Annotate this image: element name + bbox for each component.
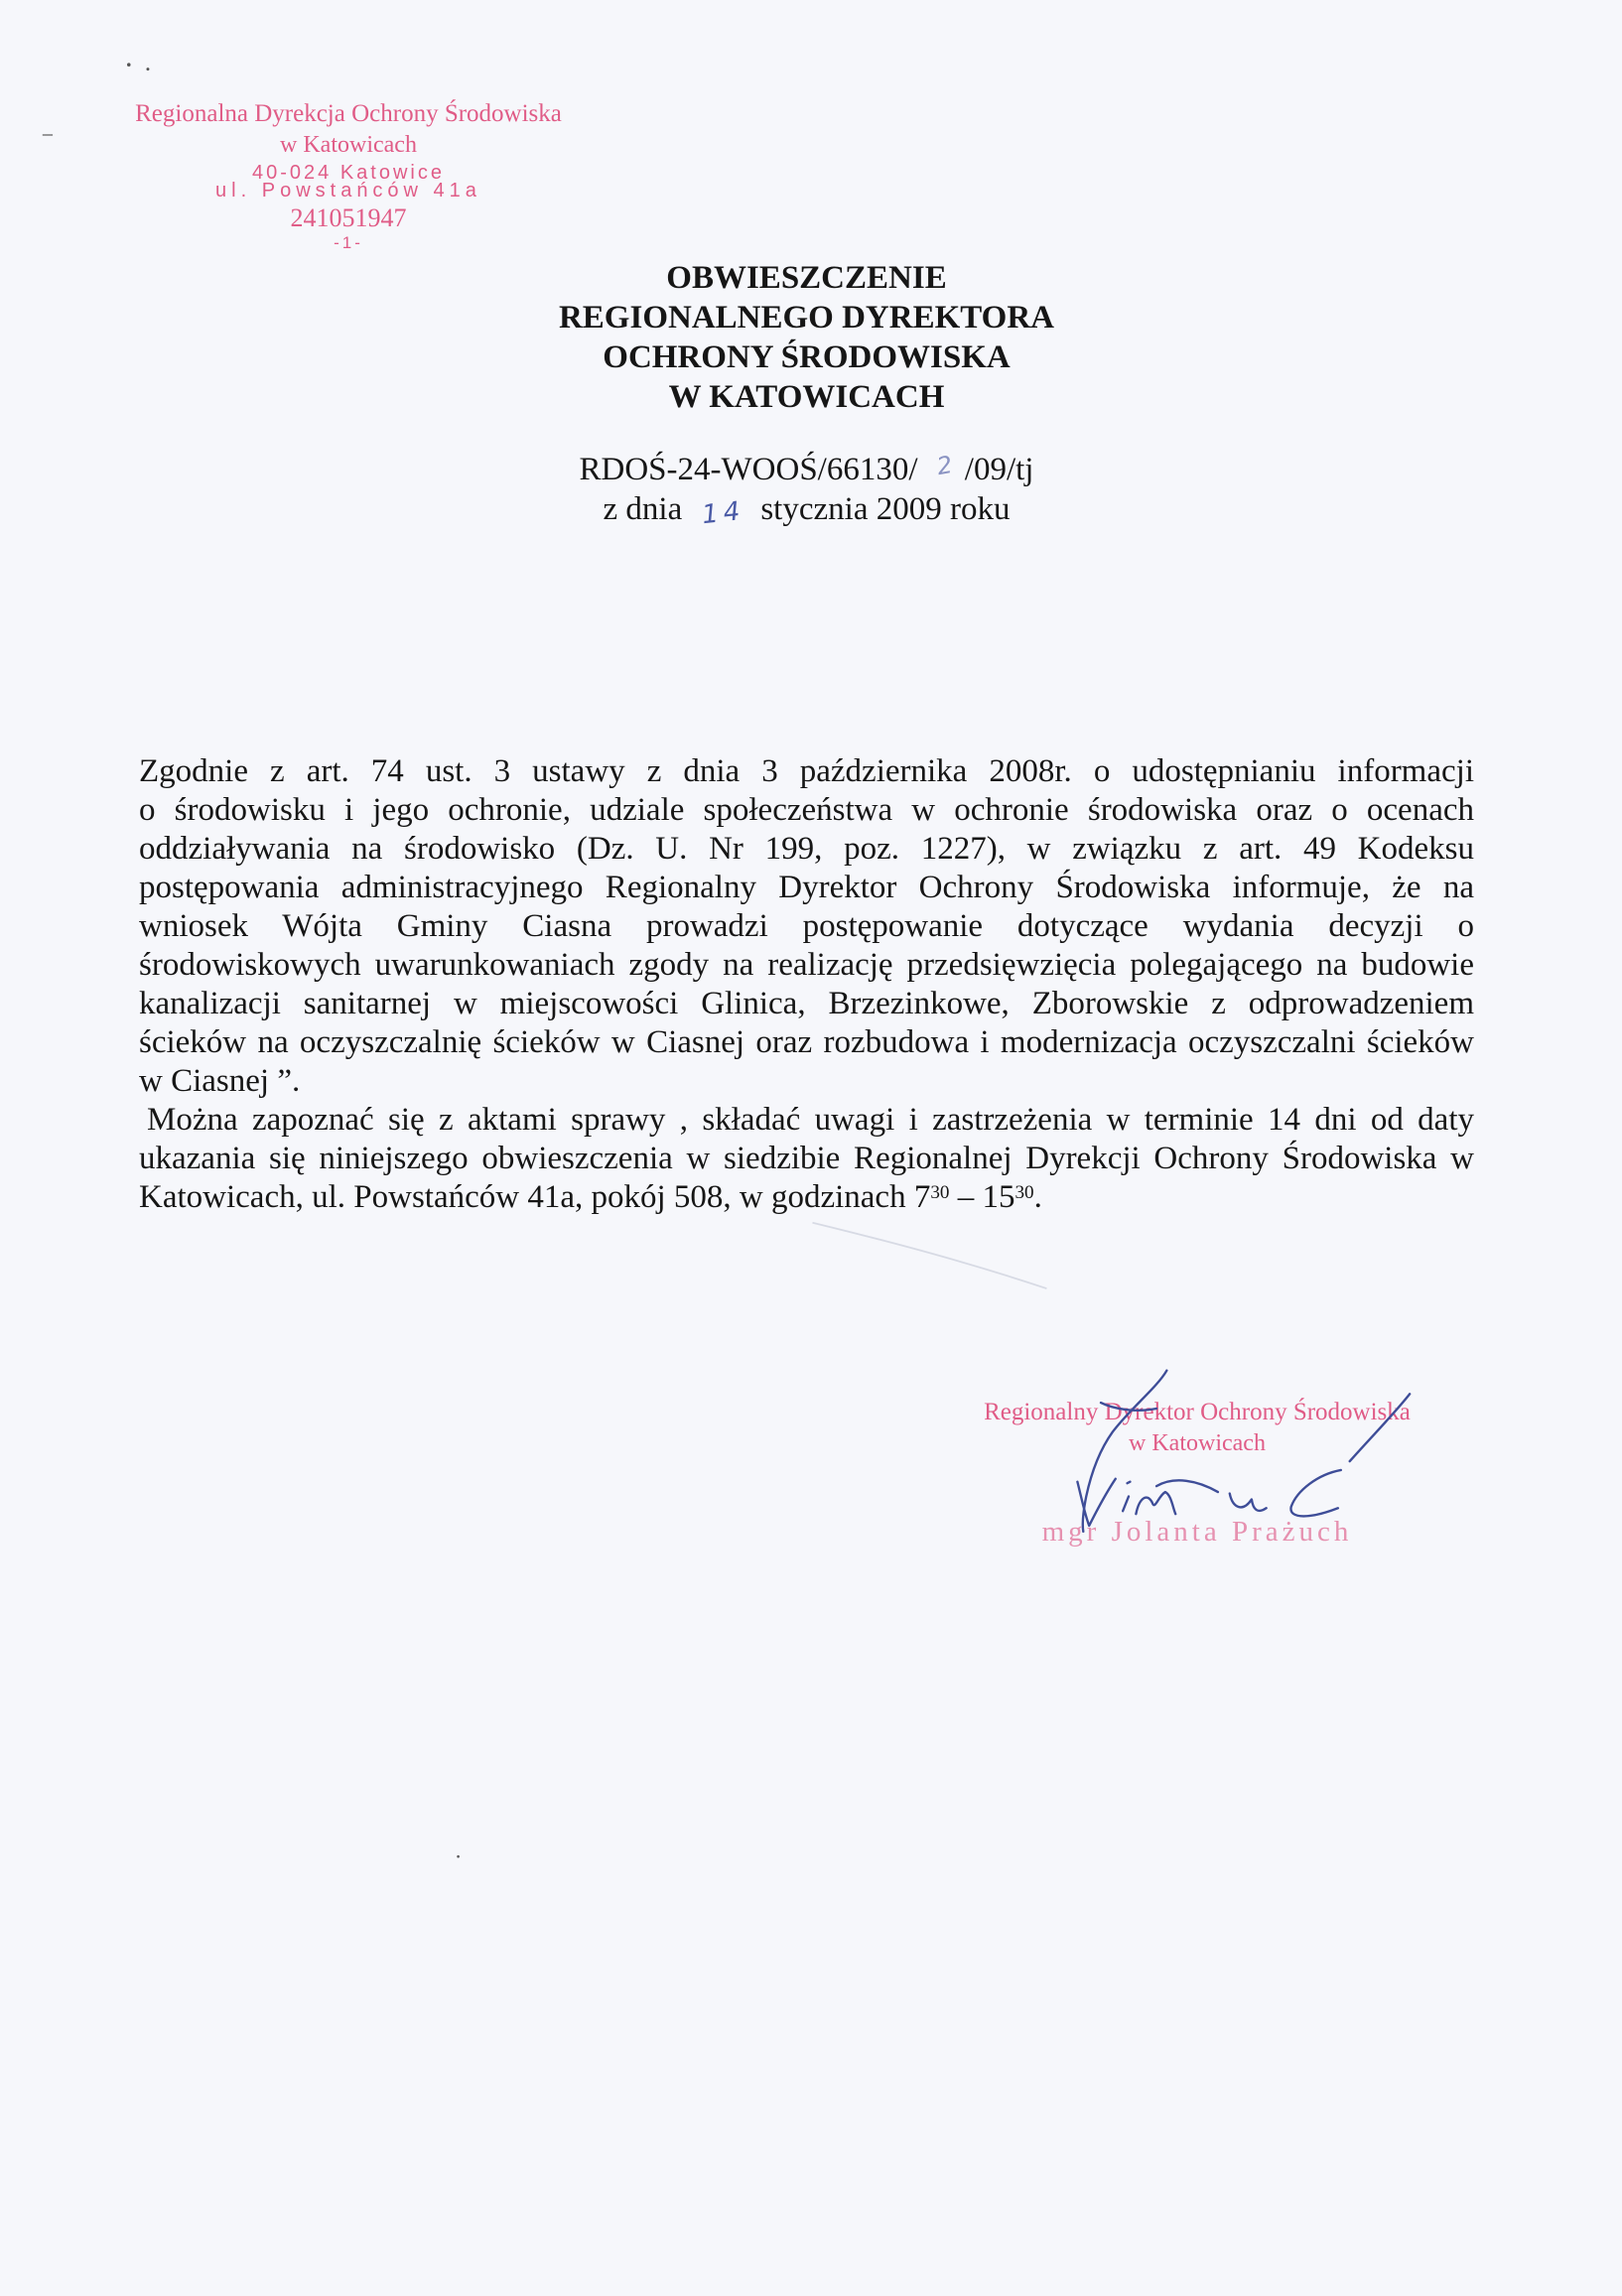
paper-crease bbox=[812, 1223, 1046, 1288]
scan-speck bbox=[457, 1855, 460, 1858]
signature-stroke bbox=[1350, 1394, 1410, 1461]
paragraph bbox=[139, 1101, 1474, 1217]
signature-stamp-city: w Katowicach bbox=[1129, 1430, 1266, 1456]
hours-from: 7 bbox=[913, 1179, 931, 1215]
signature-stroke bbox=[1136, 1492, 1175, 1514]
office-address-text: Katowicach, ul. Powstańców 41a, pokój 508, w godzinach bbox=[139, 1179, 906, 1215]
handwritten-signature bbox=[1077, 1371, 1410, 1532]
hours-dash: – bbox=[957, 1179, 975, 1215]
document-date bbox=[139, 489, 1474, 529]
stamp-number: 241051947 bbox=[290, 203, 407, 232]
reference-block bbox=[139, 450, 1474, 529]
body-line: o środowisku i jego ochronie, udziale społeczeństwa w ochronie środowiska oraz o ocenach bbox=[139, 792, 1474, 828]
stamp-street: ul. Powstańców 41a bbox=[215, 180, 481, 202]
body-line-office-hours bbox=[139, 1178, 1474, 1217]
handwritten-day: 14 bbox=[701, 495, 747, 531]
document-body bbox=[139, 752, 1474, 1217]
hours-from-minutes: 30 bbox=[930, 1182, 950, 1204]
signer-name: mgr Jolanta Prażuch bbox=[1041, 1516, 1353, 1548]
signature-stamp-title: Regionalny Dyrektor Ochrony Środowiska bbox=[984, 1399, 1411, 1425]
body-line: kanalizacji sanitarnej w miejscowości Glinica, Brzezinkowe, Zborowskie z odprowadzeniem bbox=[139, 986, 1474, 1021]
stamp-page-number: -1- bbox=[334, 233, 363, 252]
body-line: ścieków na oczyszczalnię ścieków w Ciasnej oraz rozbudowa i modernizacja oczyszczalni ścieków bbox=[139, 1024, 1474, 1060]
signature-stroke bbox=[1083, 1371, 1167, 1532]
body-line: środowiskowych uwarunkowaniach zgody na realizację przedsięwzięcia polegającego na budowie bbox=[139, 947, 1474, 983]
body-line: wniosek Wójta Gminy Ciasna prowadzi postępowanie dotyczące wydania decyzji o bbox=[139, 908, 1474, 944]
signature-stroke bbox=[1128, 1482, 1131, 1483]
body-line: oddziaływania na środowisko (Dz. U. Nr 199, poz. 1227), w związku z art. 49 Kodeksu bbox=[139, 831, 1474, 867]
reference-prefix: RDOŚ-24-WOOŚ/66130/ bbox=[579, 452, 918, 487]
signature-stroke bbox=[1101, 1403, 1156, 1411]
signature-stroke bbox=[1156, 1480, 1218, 1492]
stamp-office-city: w Katowicach bbox=[280, 132, 417, 158]
hours-to-minutes: 30 bbox=[1014, 1182, 1034, 1204]
title-line: REGIONALNEGO DYREKTORA bbox=[558, 300, 1055, 336]
signature-stroke bbox=[1123, 1496, 1129, 1511]
title-line: OBWIESZCZENIE bbox=[666, 260, 947, 296]
stamp-postal-code: 40-024 Katowice bbox=[252, 162, 445, 184]
document-title bbox=[139, 258, 1474, 417]
body-line: w Ciasnej ”. bbox=[139, 1063, 301, 1099]
letterhead-stamp bbox=[120, 0, 577, 258]
handwritten-reference-number: 2 bbox=[934, 450, 955, 481]
body-line: postępowania administracyjnego Regionalny Dyrektor Ochrony Środowiska informuje, że na bbox=[139, 870, 1474, 905]
signature-stroke bbox=[1290, 1470, 1340, 1516]
sentence-end: . bbox=[1033, 1179, 1042, 1215]
hours-to: 15 bbox=[982, 1179, 1015, 1215]
title-line: W KATOWICACH bbox=[668, 379, 945, 415]
signature-stroke bbox=[1077, 1479, 1115, 1526]
stamp-office-name: Regionalna Dyrekcja Ochrony Środowiska bbox=[135, 100, 562, 127]
paragraph bbox=[139, 752, 1474, 1101]
body-line: ukazania się niniejszego obwieszczenia w siedzibie Regionalnej Dyrekcji Ochrony Środowiska w bbox=[139, 1141, 1474, 1176]
date-month-year: stycznia 2009 roku bbox=[760, 491, 1011, 527]
body-line: Zgodnie z art. 74 ust. 3 ustawy z dnia 3 października 2008r. o udostępnianiu informacji bbox=[139, 753, 1474, 789]
signature-stroke bbox=[1230, 1494, 1267, 1511]
reference-suffix: /09/tj bbox=[964, 452, 1034, 487]
reference-number bbox=[139, 450, 1474, 489]
title-line: OCHRONY ŚRODOWISKA bbox=[603, 339, 1011, 375]
body-line: Można zapoznać się z aktami sprawy , składać uwagi i zastrzeżenia w terminie 14 dni od daty bbox=[147, 1102, 1474, 1138]
date-prefix: z dnia bbox=[603, 491, 683, 527]
